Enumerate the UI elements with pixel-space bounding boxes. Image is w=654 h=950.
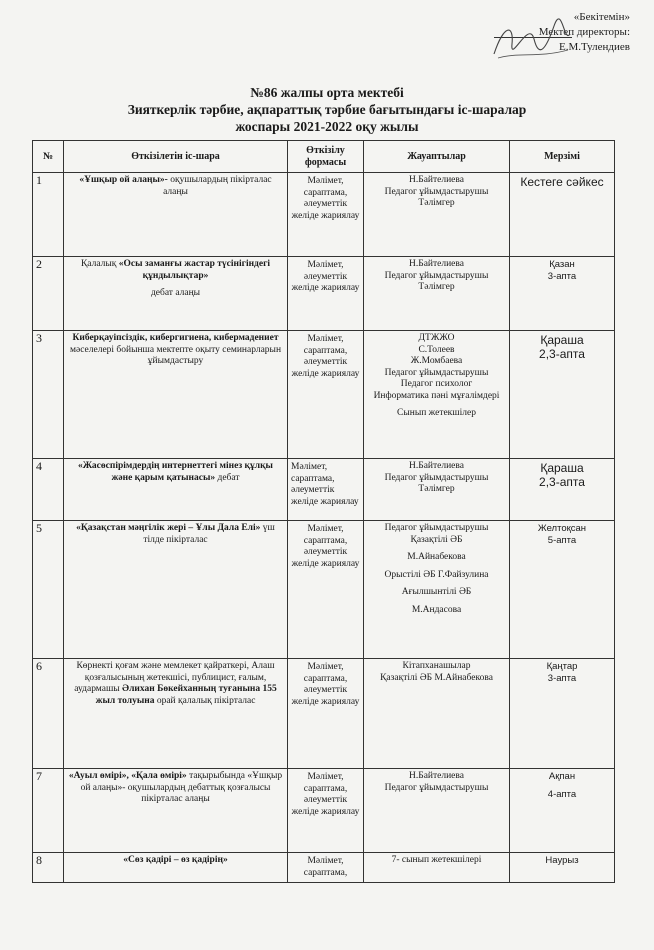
row-event: Қалалық «Осы заманғы жастар түсінігіндегі құндылықтар» дебат алаңы (64, 257, 288, 331)
row-term: Қараша 2,3-апта (510, 331, 615, 459)
row-responsible: Педагог ұйымдастырушы Қазақтілі ӘБ М.Айнабекова Орыстілі ӘБ Г.Файзулина Ағылшынтілі ӘБ М.Андасова (364, 521, 510, 659)
row-term: Қазан 3-апта (510, 257, 615, 331)
row-form: Мәлімет, сараптама, әлеуметтік желіде жариялау (288, 459, 364, 521)
row-responsible: ДТЖЖО С.Толеев Ж.Момбаева Педагог ұйымдастырушы Педагог психолог Информатика пәні мұғалімдері Сынып жетекшілер (364, 331, 510, 459)
header-form: Өткізілу формасы (288, 141, 364, 173)
events-table (32, 140, 615, 883)
title-year: жоспары 2021-2022 оқу жылы (235, 119, 419, 134)
row-term: Наурыз (510, 853, 615, 883)
row-form: Мәлімет, сараптама, әлеуметтік желіде жариялау (288, 521, 364, 659)
approval-director-name: Е.М.Тулендиев (558, 41, 630, 53)
signature-icon (484, 14, 574, 66)
document-title (40, 84, 614, 135)
table-row (33, 257, 615, 331)
row-form: Мәлімет, сараптама, әлеуметтік желіде жариялау (288, 769, 364, 853)
row-event: «Ұшқыр ой алаңы»- оқушылардың пікірталас алаңы (64, 173, 288, 257)
table-row (33, 459, 615, 521)
row-responsible: Н.Байтелиева Педагог ұйымдастырушы (364, 769, 510, 853)
row-event: Көрнекті қоғам және мемлекет қайраткері, Алаш қозғалысының жетекшісі, публицист, ғалым, аудармашы Әлихан Бөкейханның туғанына 155 жыл толуына орай қалалық пікірталас (64, 659, 288, 769)
header-event: Өткізілетін іс-шара (64, 141, 288, 173)
row-form: Мәлімет, сараптама, (288, 853, 364, 883)
table-header-row (33, 141, 615, 173)
row-responsible: Н.Байтелиева Педагог ұйымдастырушы Тәлімгер (364, 257, 510, 331)
row-term: Ақпан 4-апта (510, 769, 615, 853)
approval-position: Мектеп директоры: (460, 25, 630, 40)
header-responsible: Жауаптылар (364, 141, 510, 173)
row-term: Қараша 2,3-апта (510, 459, 615, 521)
row-form: Мәлімет, сараптама, әлеуметтік желіде жариялау (288, 331, 364, 459)
row-event: «Қазақстан мәңгілік жері – Ұлы Дала Елі» үш тілде пікірталас (64, 521, 288, 659)
title-school: №86 жалпы орта мектебі (250, 85, 404, 100)
table-row (33, 521, 615, 659)
row-responsible: Н.Байтелиева Педагог ұйымдастырушы Тәлімгер (364, 173, 510, 257)
table-row (33, 659, 615, 769)
header-term: Мерзімі (510, 141, 615, 173)
row-number: 7 (33, 769, 64, 853)
row-number: 1 (33, 173, 64, 257)
row-event: «Жасөспірімдердің интернеттегі мінез құлқы және қарым қатынасы» дебат (64, 459, 288, 521)
header-num: № (33, 141, 64, 173)
row-responsible: Н.Байтелиева Педагог ұйымдастырушы Тәлімгер (364, 459, 510, 521)
row-form: Мәлімет, әлеуметтік желіде жариялау (288, 257, 364, 331)
table-row (33, 769, 615, 853)
table-row (33, 331, 615, 459)
row-term: Қаңтар 3-апта (510, 659, 615, 769)
row-form: Мәлімет, сараптама, әлеуметтік желіде жариялау (288, 659, 364, 769)
row-number: 4 (33, 459, 64, 521)
row-number: 6 (33, 659, 64, 769)
row-responsible: Кітапханашылар Қазақтілі ӘБ М.Айнабекова (364, 659, 510, 769)
row-term: Желтоқсан 5-апта (510, 521, 615, 659)
row-number: 3 (33, 331, 64, 459)
approval-heading: «Бекітемін» (573, 11, 630, 23)
row-event: «Ауыл өмірі», «Қала өмірі» тақырыбында «Ұшқыр ой алаңы»- оқушылардың дебаттық қозғалысы пікірталас алаңы (64, 769, 288, 853)
table-row (33, 173, 615, 257)
row-term: Кестеге сәйкес (510, 173, 615, 257)
row-number: 8 (33, 853, 64, 883)
row-event: «Сөз қадірі – өз қадірің» (64, 853, 288, 883)
row-number: 5 (33, 521, 64, 659)
table-row (33, 853, 615, 883)
row-responsible: 7- сынып жетекшілері (364, 853, 510, 883)
row-event: Киберқауіпсіздік, кибергигиена, кибермадениет мәселелері бойынша мектепте оқыту семинарларын ұйымдастыру (64, 331, 288, 459)
row-form: Мәлімет, сараптама, әлеуметтік желіде жариялау (288, 173, 364, 257)
title-plan: Зияткерлік тәрбие, ақпараттық тәрбие бағытындағы іс-шаралар (127, 102, 527, 117)
row-number: 2 (33, 257, 64, 331)
